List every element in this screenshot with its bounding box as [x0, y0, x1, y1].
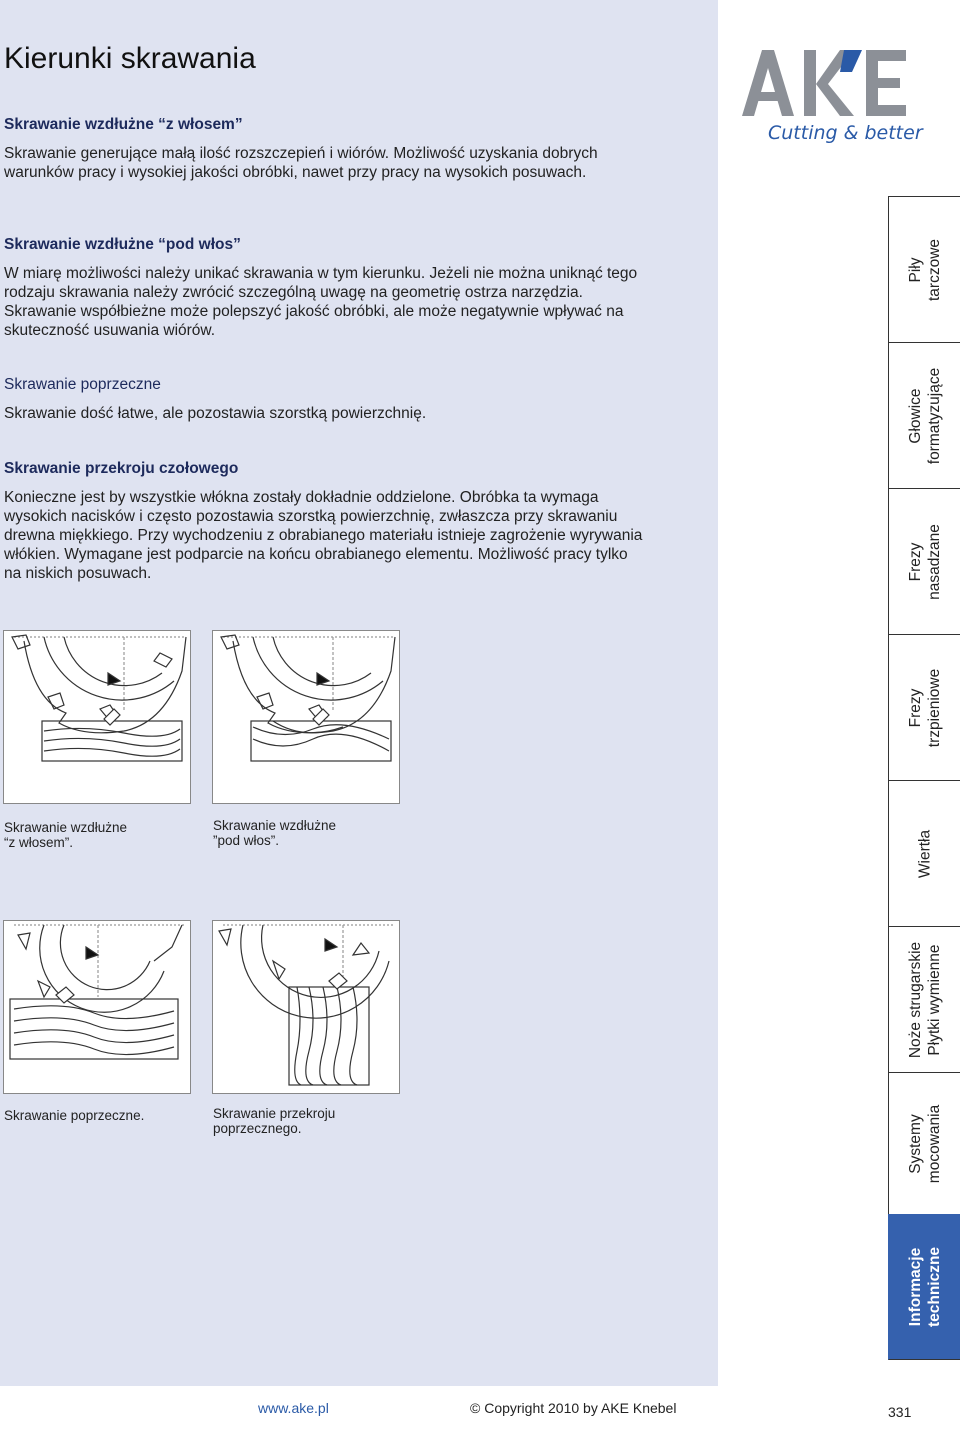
tab-label-line: Systemy: [906, 1113, 924, 1174]
section-body: W miarę możliwości należy unikać skrawania w tym kierunku. Jeżeli nie można uniknąć tego rodzaju skrawania należy zwrócić szczególną uwagę na geometrię ostrza narzędzia. Skrawanie współbieżne może polepszyć jakość obróbki, ale może negatywnie wpływać na skuteczność usuwania wiórów.: [4, 265, 638, 339]
caption-line: Skrawanie poprzeczne.: [4, 1108, 145, 1123]
section-heading: Skrawanie wzdłużne “z włosem”: [4, 116, 243, 133]
figure-against-grain: [212, 630, 400, 804]
caption-line: Skrawanie wzdłużne: [213, 818, 337, 833]
caption-line: “z włosem”.: [4, 835, 74, 850]
section-cross-cut: [4, 376, 644, 423]
figure-caption: [4, 820, 127, 850]
tab-label-line: Frezy: [906, 542, 924, 581]
caption-line: Skrawanie wzdłużne: [4, 820, 128, 835]
tab-label-line: Noże strugarskie: [906, 941, 924, 1058]
tab-label-line: trzpieniowe: [925, 668, 943, 747]
caption-line: ”pod włos”.: [213, 833, 280, 848]
section-against-grain: [4, 236, 644, 340]
tab-label-line: techniczne: [925, 1246, 943, 1328]
tab-label: [915, 829, 934, 877]
figure-end-grain: [212, 920, 400, 1094]
tab-noze-plytki[interactable]: [888, 926, 960, 1072]
section-heading: Skrawanie poprzeczne: [4, 376, 161, 393]
logo-tagline: Cutting & better: [768, 122, 923, 144]
caption-line: poprzecznego.: [213, 1121, 302, 1136]
tab-label-line: Głowice: [906, 387, 924, 444]
section-heading: Skrawanie przekroju czołowego: [4, 460, 239, 477]
section-end-grain: [4, 460, 644, 583]
figure-with-grain: [3, 630, 191, 804]
caption-line: Skrawanie przekroju: [213, 1106, 336, 1121]
section-body: Konieczne jest by wszystkie włókna zostały dokładnie oddzielone. Obróbka ta wymaga wysokich nacisków i często pozostawia szorstką powierzchnię, zwłaszcza przy skrawaniu drewna miękkiego. Przy wychodzeniu z obrabianego materiału istnieje zagrożenie wyrywania włókien. Wymagane jest podparcie na końcu obrabianego elementu. Możliwość pracy tylko na niskich posuwach.: [4, 489, 643, 582]
figure-caption: [213, 818, 336, 848]
tab-label-line: Płytki wymienne: [925, 943, 943, 1056]
tab-label: [906, 668, 944, 746]
section-heading: Skrawanie wzdłużne “pod włos”: [4, 236, 241, 253]
section-body: Skrawanie generujące małą ilość rozszczepień i wiórów. Możliwość uzyskania dobrych warunków pracy i wysokiej jakości obróbki, nawet przy pracy na wysokich posuwach.: [4, 145, 598, 181]
tab-label: [906, 524, 944, 600]
website-link[interactable]: www.ake.pl: [258, 1400, 329, 1416]
tab-frezy-nasadzane[interactable]: [888, 488, 960, 634]
tab-label: [906, 367, 944, 463]
tab-frezy-trzpieniowe[interactable]: [888, 634, 960, 780]
tab-label-line: mocowania: [925, 1104, 943, 1183]
tab-label: [906, 1247, 944, 1327]
tab-pily-tarczowe[interactable]: [888, 196, 960, 342]
section-with-grain: [4, 116, 644, 182]
tab-label-line: nasadzane: [925, 523, 943, 600]
tab-label-line: Piły: [906, 257, 924, 282]
tab-label: [906, 941, 944, 1057]
tab-label-line: Wiertła: [916, 829, 933, 878]
tab-label-line: Frezy: [906, 688, 924, 727]
page-number: 331: [888, 1404, 912, 1420]
tab-label-line: formatyzujące: [925, 367, 943, 464]
page-title: Kierunki skrawania: [4, 42, 256, 75]
tab-informacje-techniczne[interactable]: [888, 1214, 960, 1360]
tab-systemy-mocowania[interactable]: [888, 1072, 960, 1214]
tab-label: [906, 238, 944, 300]
tab-glowice-formatyzujace[interactable]: [888, 342, 960, 488]
tab-wiertla[interactable]: [888, 780, 960, 926]
figure-caption: [4, 1108, 144, 1123]
tab-label: [906, 1104, 944, 1182]
figure-cross-cut: [3, 920, 191, 1094]
figure-caption: [213, 1106, 335, 1136]
copyright-text: © Copyright 2010 by AKE Knebel: [470, 1400, 677, 1416]
tab-label-line: tarczowe: [925, 238, 943, 301]
section-body: Skrawanie dość łatwe, ale pozostawia szorstką powierzchnię.: [4, 405, 427, 422]
tab-label-line: Informacje: [906, 1247, 924, 1327]
